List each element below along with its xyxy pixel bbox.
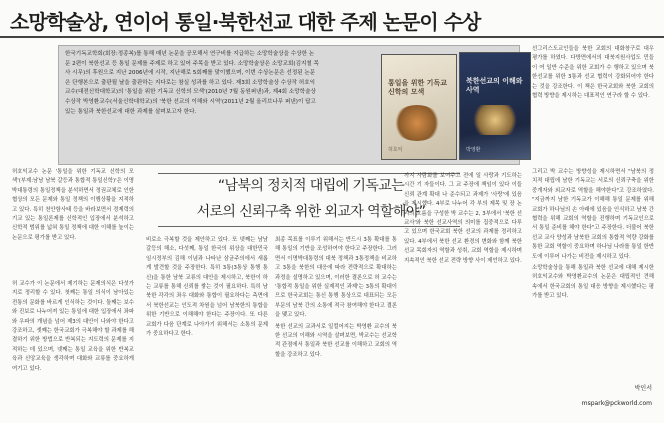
column-1-top (12, 168, 134, 278)
column-3 (275, 236, 397, 418)
column-4 (404, 172, 522, 418)
book2-art (468, 105, 522, 135)
book-cover-1 (381, 54, 457, 160)
col1-bottom-text: 허 교수가 이 논문에서 제기하는 문제의식은 다섯가지로 정리할 수 있다. 첫째는 통일 의식이 남아있는 전통의 문화를 바르게 인식하는 것이다. 둘째는 보수와 진보로 나누어져 있는 통일에 대한 입장에서 좌파와 우파의 개념을 넘어 제3의 대안이 나와야 한다고 강조하고, 셋째는 한국교회가 극복해야 할 과제를 해결하기 위한 방법으로 반복되는 지도력의 문제를 지적하는 데 있으며, 넷째는 통일 교육을 위한 반복교육과 신앙교육을 생각하며 대화와 교류를 중요하게 여기고 있다. (12, 281, 134, 372)
pull-quote-line-1: “남북의 정치적 대립에 기독교는 (217, 178, 405, 194)
byline-email[interactable]: mspark@pckworld.com (581, 400, 652, 407)
column-2 (146, 236, 268, 418)
summary-box (58, 45, 523, 165)
col3b-text: 북한 선교의 교과서로 일컬어지는 박영환 교수의 북한 선교의 이해와 시역을 살펴보면, 박교수는 선교학적 관점에서 통일과 북한 선교를 이해하고 교회의 역할을 강조하고 있다. (275, 323, 397, 358)
col5-tail-text: 소망학술상을 통해 통일과 북한 선교에 대해 제시한 허호익교수와 박영환교수의 논문은 대립적인 견해 속에서 한국교회의 통일 대응 방향을 제시했다는 평가를 받고 있다. (532, 265, 654, 300)
summary-text: 한국기독교학회(회장:정종복)를 통해 매년 논문을 공모해서 연구비를 지급하는 소망학술상을 수상한 논문 2편이 북한선교 등 통일 문제를 주제로 하고 있어 주목을 받고 있다. 소망학술상은 소망교회(김지철 목사 시무)의 후원으로 지난 2006년에 시작, 지난해로 5회째를 맞이했으며, 이번 수상논문은 선정된 논문은 단행본으로 출판될 날을 출판하는 지다로는 참실 성과를 하고 있다. 제3회 소망학술상 수상작 허호익교수(대전신학대학교)의 '통일을 위한 기독교 신학의 모색'(2010년 7월 동원퍼낸)과, 제4회 소망학술상 수상작 박영환교수(서울신학대학교)의 '북한 선교의 이해와 시역'(2011년 2월 올리브나무 퍼낸)이 답고 있는 통일과 북한선교에 대한 과제를 살펴보고자 한다. (65, 51, 319, 115)
col4-text: 까지 사람화를 보여주고 전에 일 사랑과 기도하는 시간 기 자들이다. 그 교 주장에 책임이 있다 이들 신뢰 관계 확대 나 준수되고 과제가 '사랑'에 있음을 제시했다. 4부로 나누어 각 부의 제목 및 장 논리의 흐름을 구성한 박 교수는 2, 3부에서 '북한 선교사'와 북한 선교사역의 의미를 집중적으로 다루고 있으며 한국교회 북한 선교의 과제를 정리하고 있다. 4부에서 북한 선교 환경의 변화와 함께 북한 선교 목회자의 역할과 성취, 교회 역할을 제시하며 지속적인 북한 선교 전략 방향 사이 제언하고 있다. (404, 173, 522, 264)
col5-bottom-text: 그리고 박 교수는 방향성을 제시하면서 "남북의 정치적 대립에 남한 기독교는 서로의 신뢰구축을 위한 중개자와 외교자로 역할을 해야한다"고 강조하였다. "지금까지 남한 기독교가 이해해 통일 문제를 위해 교회가 하나님의 손 아래에 있음을 인식하고 남북 간 협력을 위해 교회의 역할을 진행하며 기독교인으로서 통일 준비를 해야 한다"고 주장한다. 더불어 북한 선교 교사 양성과 남북한 교회의 통합적 역량 강화를 통한 교회 역할이 중요하며 하나님 나라를 통일 한반도에 이루어 나가는 비전을 제시하고 있다. (532, 169, 654, 260)
article-headline: 소망학술상, 연이어 통일·북한선교 대한 주제 논문이 수상 (10, 10, 481, 34)
pull-quote-line-2: 서로의 신뢰구축 위한 외교자 역할해야” (196, 204, 426, 220)
book-cover-2 (459, 52, 531, 160)
book2-title: 북한선교의 이해와 사역 (466, 77, 523, 94)
column-5-bottom (532, 168, 654, 378)
col1-top-text: 허호익교수 논문 '통일을 위한 기독교 신학의 모색'(부제:남남 남북 갈등과 통합적 통일신학)'은 이명박대통령의 통일정책을 분석하면서 정권교체로 인한 협상의 모든 문제와 통일 정책의 이행상황을 지적하고 있다. 특히 천안함사태 등을 바라보면서 경제력의 기교 있는 통일론제를 신학적인 입장에서 분석하고 신학적 범위를 넓혀 통일 정책에 대한 이해를 높이는 논문으로 평가를 받고 있다. (12, 169, 134, 241)
book1-title: 통일을 위한 기독교 신학의 모색 (388, 79, 447, 96)
headline-rule (0, 36, 664, 38)
book1-art (392, 105, 442, 141)
byline-name: 박인서 (634, 385, 652, 392)
book1-author: 허호익 (388, 147, 403, 153)
book2-author: 박영환 (466, 147, 481, 153)
column-5-top (532, 45, 654, 165)
column-1-bottom (12, 280, 134, 420)
col3-text: 최종 목표를 이루기 위해서는 반드시 3통 확대를 통해 통일의 기반을 조성하여야 한다고 주장한다. 그러면서 이명박대통령의 대북 정책과 3통정책을 비교하고 3통을 북한의 대응에 따라 전략적으로 확대하는 과정을 설명하고 있으며, 이러한 결론으로 허 교수는 '통합적 통일을 위한 실제적인 과제'는 3통의 확대이므로 한국교회는 통신 통행 통상으로 대표되는 모든 부문의 남북 간의 소통에 적극 참여해야 한다고 결론을 맺고 있다. (275, 237, 397, 319)
col5-top-text: 선그리스도교인들을 북한 교회의 대화창구로 대우 평가를 하였다. 다방면에서의 대북지원사업도 민들이 여 일반 수준을 위한 교회가 수 행하고 있으며 북한선교를 위한 3통과 선교 협력이 강화되어야 한다는 것을 강조한다. 이 책은 한국교회와 북한 교회의 협력 방향을 제시하는 대표적인 연구라 할 수 있다. (532, 46, 654, 100)
col2-text: 비로소 극복할 것을 제안하고 있다. 또 넷째는 남남갈등의 해소, 다섯째, 통일 한국의 위상을 대한민국 임시정부의 김해 이념과 나타난 삼균주의에서 새롭게 발견할 것을 주장한다. 특히 3통(3통상 통행 통신)을 통한 남북 교류의 대안을 제시하고, 북한이 하는 교류를 통해 신뢰를 쌓는 것이 필요하다. 특히 남북한 각각의 좌우 대화와 통합이 필요하다는 측면에서 북한선교는 인도적 차원을 넘어 남북한의 통합을 위한 기반으로 이해해야 한다는 주장이다. 또 다른 교회가 다음 단계로 나아가기 위해서는 소통의 문제가 중요하다고 한다. (146, 237, 268, 338)
